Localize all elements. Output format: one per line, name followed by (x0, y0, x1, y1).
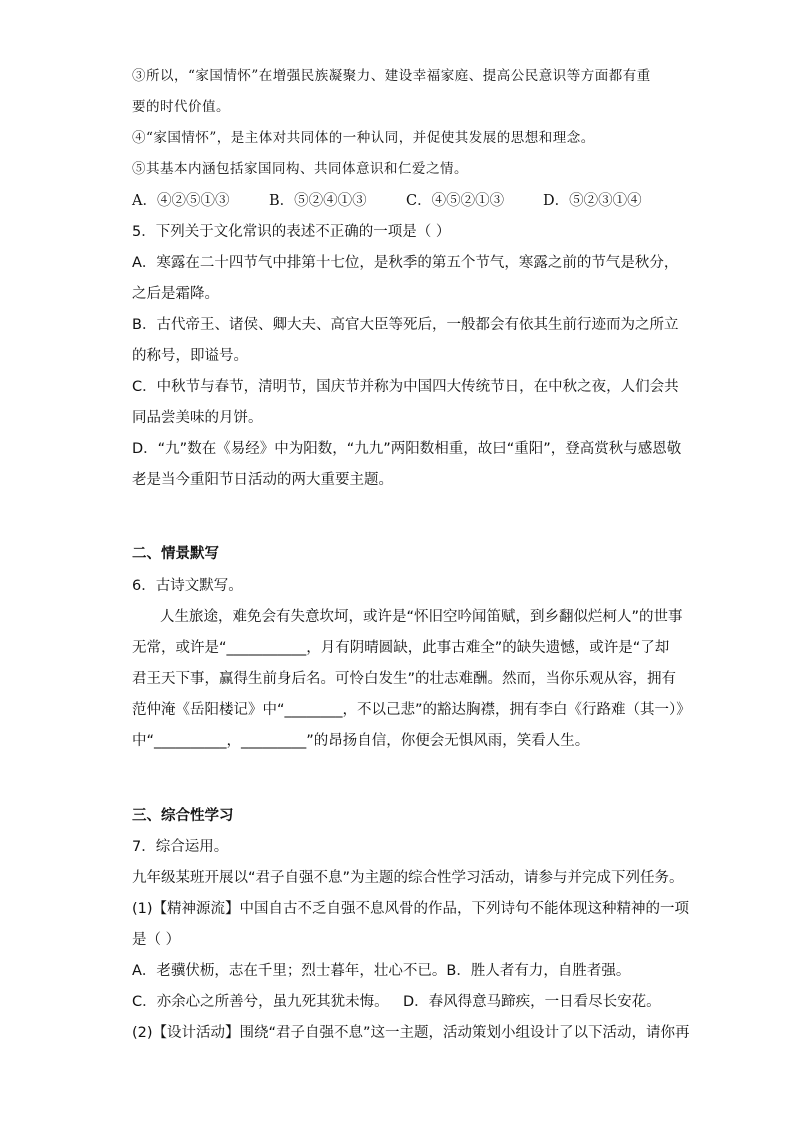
q5-option-b-line-1: B．古代帝王、诸侯、卿大夫、高官大臣等死后，一般都会有依其生前行迹而为之所立 (132, 317, 679, 333)
q7-intro: 九年级某班开展以“君子自强不息”为主题的综合性学习活动，请参与并完成下列任务。 (132, 870, 684, 886)
q4-option-b: B．⑤②④①③ (269, 193, 367, 209)
q6-stem: 6．古诗文默写。 (132, 578, 243, 594)
q5-option-d-line-1: D．“九”数在《易经》中为阳数，“九九”两阳数相重，故曰“重阳”，登高赏秋与感恩敬 (132, 441, 682, 457)
q7-option-d: D．春风得意马蹄疾，一日看尽长安花。 (403, 994, 661, 1010)
q4-option-a: A．④②⑤①③ (132, 193, 230, 209)
q7-option-a: A．老骥伏枥，志在千里；烈士暮年，壮心不已。 (132, 963, 447, 979)
q4-sentence-4: ④“家国情怀”，是主体对共同体的一种认同，并促使其发展的思想和理念。 (132, 130, 595, 146)
q5-option-c-line-2: 同品尝美味的月饼。 (132, 410, 263, 426)
q6-passage-line-4: 范仲淹《岳阳楼记》中“________，不以己悲”的豁达胸襟，拥有李白《行路难（其一）》 (132, 702, 691, 718)
q5-option-a-line-2: 之后是霜降。 (132, 286, 219, 302)
section-2-heading: 二、情景默写 (132, 546, 219, 562)
q4-sentence-3-line-1: ③所以，“家国情怀”在增强民族凝聚力、建设幸福家庭、提高公民意识等方面都有重 (132, 68, 651, 84)
q6-passage-line-5: 中“__________，_________”的昂扬自信，你便会无惧风雨，笑看人生。 (132, 733, 590, 749)
q4-option-d: D．⑤②③①④ (543, 193, 642, 209)
q7-part-1-line-1: (1)【精神源流】中国自古不乏自强不息风骨的作品，下列诗句不能体现这种精神的一项 (132, 901, 690, 917)
q5-option-a-line-1: A．寒露在二十四节气中排第十七位，是秋季的第五个节气，寒露之前的节气是秋分， (132, 255, 679, 271)
q7-options-cd (132, 992, 661, 1012)
q5-option-b-line-2: 的称号，即谥号。 (132, 348, 248, 364)
q6-passage-line-2: 无常，或许是“___________，月有阴晴圆缺，此事古难全”的缺失遗憾，或许是“了却 (132, 640, 670, 656)
q6-passage-line-3: 君王天下事，赢得生前身后名。可怜白发生”的壮志难酬。然而，当你乐观从容，拥有 (132, 671, 677, 687)
q4-sentence-5: ⑤其基本内涵包括家国同构、共同体意识和仁爱之情。 (132, 161, 468, 177)
q7-options-ab (132, 961, 630, 981)
section-3-heading: 三、综合性学习 (132, 808, 234, 824)
q7-option-b: B．胜人者有力，自胜者强。 (446, 963, 631, 979)
q4-option-c: C．④⑤②①③ (406, 193, 505, 209)
q7-stem: 7．综合运用。 (132, 839, 229, 855)
q5-option-d-line-2: 老是当今重阳节日活动的两大重要主题。 (132, 472, 393, 488)
q5-stem: 5．下列关于文化常识的表述不正确的一项是（ ） (132, 224, 451, 240)
q7-option-c: C．亦余心之所善兮，虽九死其犹未悔。 (132, 994, 389, 1010)
q5-option-c-line-1: C．中秋节与春节，清明节，国庆节并称为中国四大传统节日，在中秋之夜，人们会共 (132, 379, 679, 395)
q4-options (132, 191, 642, 211)
q6-passage-line-1: 人生旅途，难免会有失意坎坷，或许是“怀旧空吟闻笛赋，到乡翻似烂柯人”的世事 (160, 609, 683, 625)
q7-part-2-line-1: (2)【设计活动】围绕“君子自强不息”这一主题，活动策划小组设计了以下活动，请你再 (132, 1025, 690, 1041)
q4-sentence-3-line-2: 要的时代价值。 (132, 99, 230, 115)
q7-part-1-line-2: 是（ ） (132, 932, 181, 948)
